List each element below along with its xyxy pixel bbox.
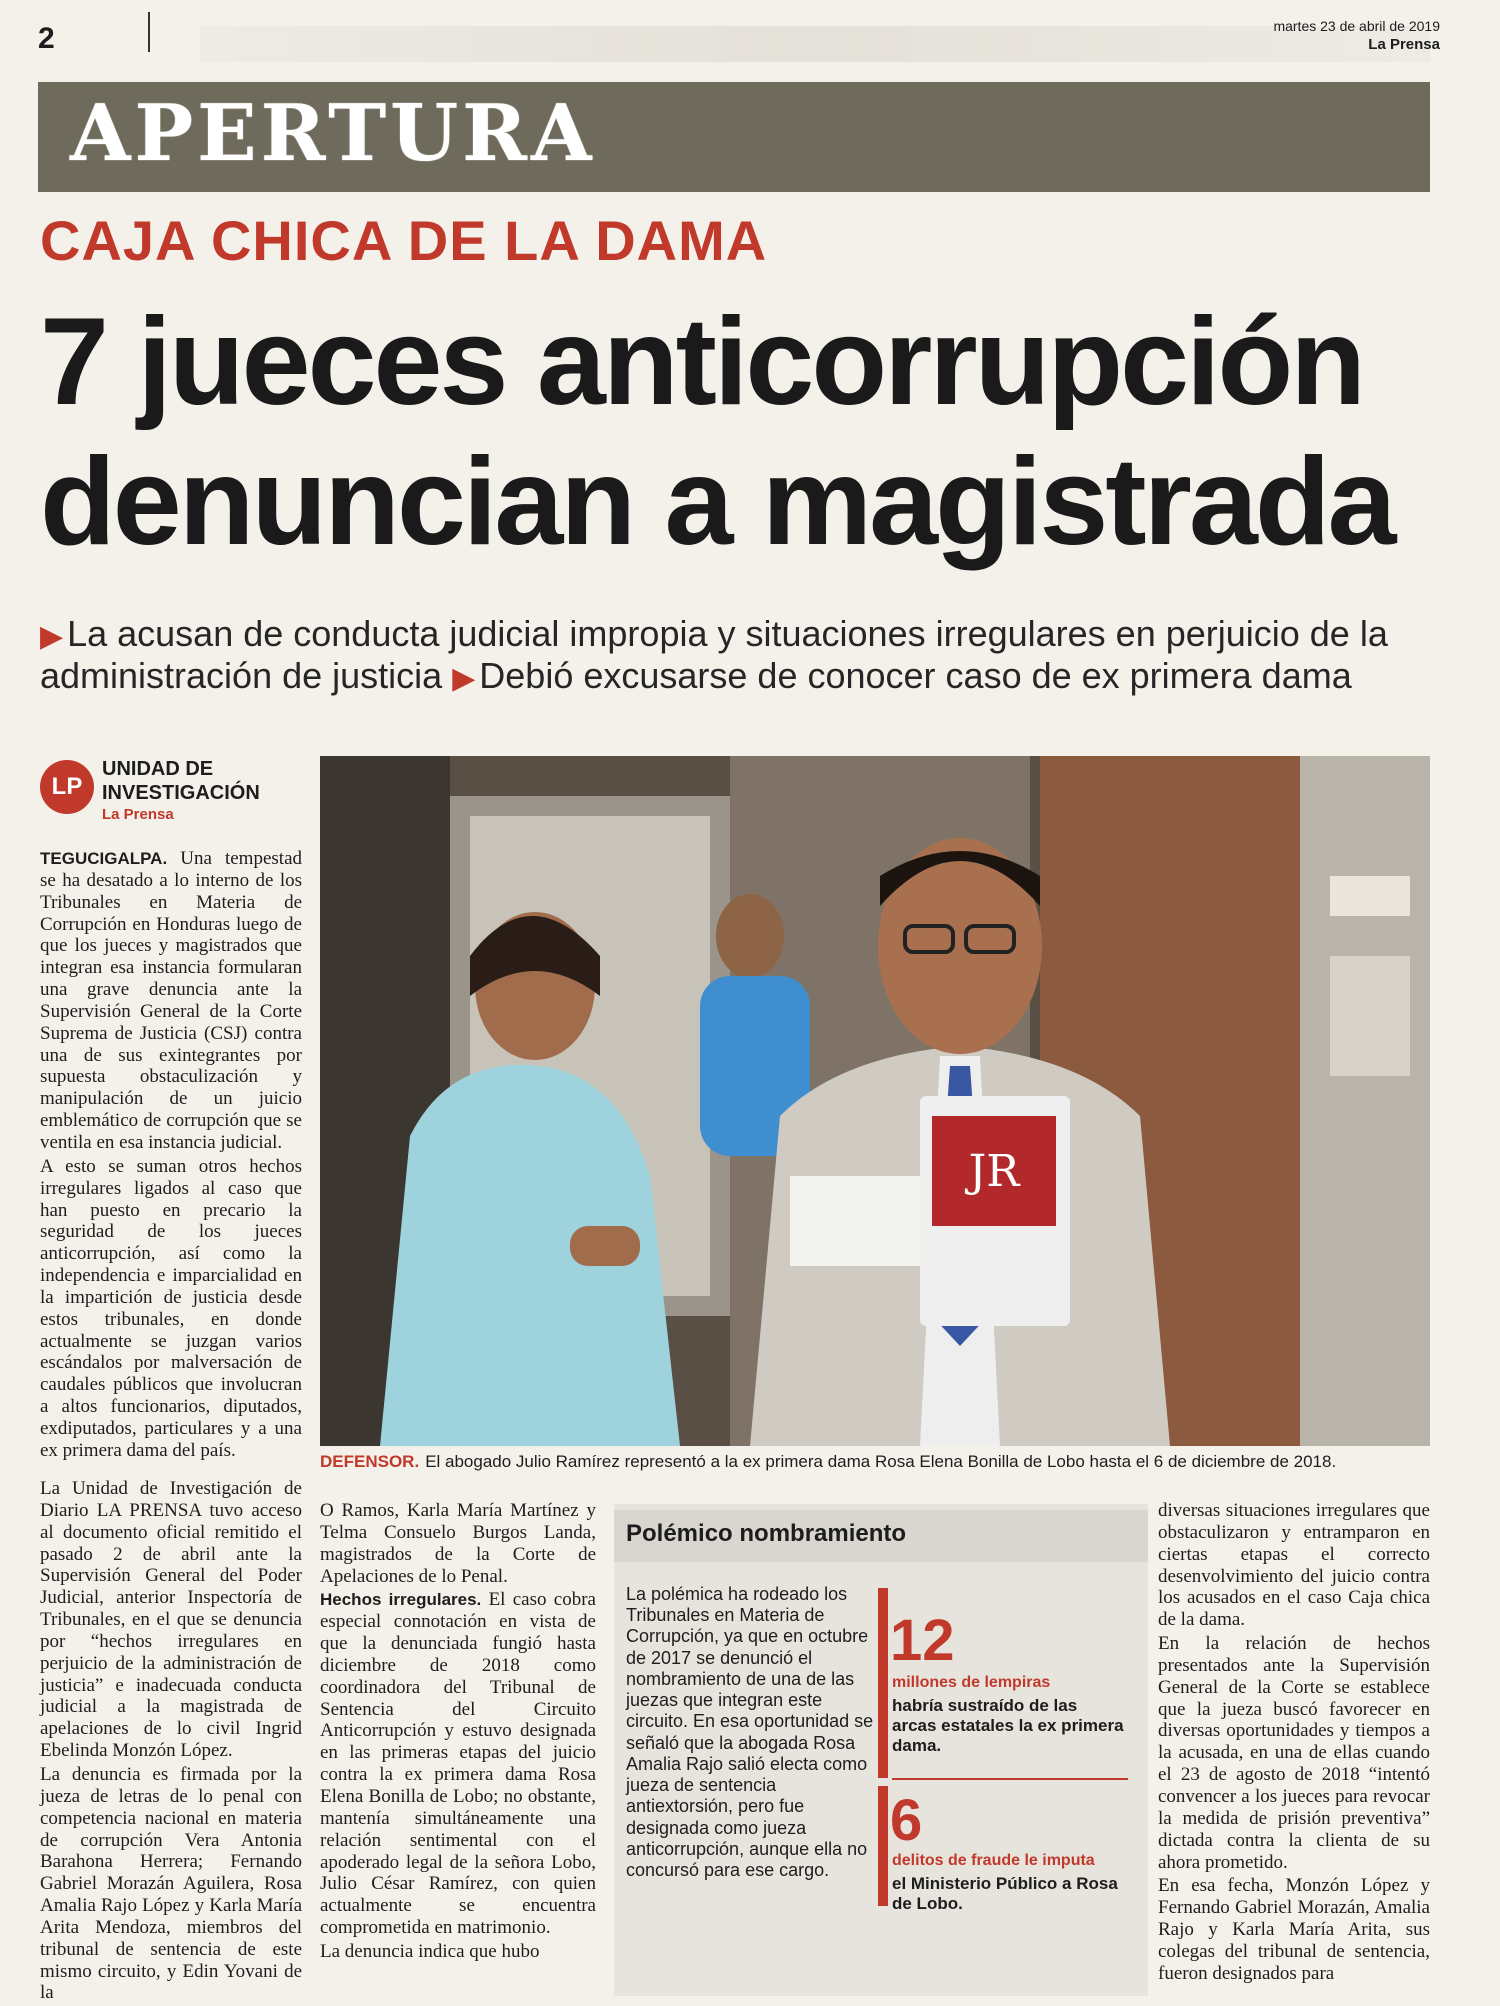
photo-caption xyxy=(320,1452,1430,1472)
triangle-bullet-icon: ▶ xyxy=(452,662,476,695)
section-title: APERTURA xyxy=(70,88,596,179)
stat-unit-2: delitos de fraude le imputa xyxy=(892,1852,1095,1869)
bleed-through-texture xyxy=(200,26,1430,62)
sidebar-title: Polémico nombramiento xyxy=(626,1520,907,1547)
unit-publisher: La Prensa xyxy=(102,806,174,823)
body-column-1-bottom xyxy=(40,1478,302,2006)
caption-label: DEFENSOR. xyxy=(320,1452,420,1471)
stat-number-2: 6 xyxy=(890,1788,923,1853)
folder-monogram: JR xyxy=(968,1146,1020,1197)
caption-text: El abogado Julio Ramírez representó a la ex primera dama Rosa Elena Bonilla de Lobo hasta el 6 de diciembre de 2018. xyxy=(425,1452,1337,1471)
unit-name-line-1: UNIDAD DE xyxy=(102,758,214,780)
deck-text-2a: administración de justicia xyxy=(40,655,443,696)
body-column-1-top xyxy=(40,848,302,1464)
stat-accent-bar xyxy=(878,1786,888,1906)
sidebar-text: La polémica ha rodeado los Tribunales en Materia de Corrupción, ya que en octubre de 2017 se denunció el nombramiento de una de las juezas que integran este circuito. En esa oportunidad se señaló que la abogada Rosa Amalia Rajo salió electa como jueza de sentencia antiextorsión, pero fue designada como jueza anticorrupción, aunque ella no concursó para ese cargo. xyxy=(626,1584,874,1881)
deck-text-2b: Debió excusarse de conocer caso de ex primera dama xyxy=(479,655,1352,696)
news-photo-illustration xyxy=(320,756,1430,1446)
body-paragraph: La denuncia es firmada por la jueza de letras de lo penal con competencia nacional en materia de corrupción Vera Antonia Barahona Herrera; Fernando Gabriel Morazán Aguilera, Rosa Amalia Rajo López y Karla María Arita Mendoza, miembros del tribunal de sentencia de este mismo circuito, y Edin Yovani de la xyxy=(40,1763,302,2004)
body-paragraph: En la relación de hechos presentados ante la Supervisión General de la Corte se establece que la jueza buscó favorecer en diversas oportunidades y tiempos a la acusada, en una de ellas cuando el 23 de agosto de 2018 “intentó convencer a los jueces para revocar la medida de prisión preventiva” dictada contra la clienta de su ahora prometido. xyxy=(1158,1633,1430,1873)
body-column-4 xyxy=(1158,1500,1430,1987)
body-paragraph: TEGUCIGALPA. Una tempestad se ha desatado a lo interno de los Tribunales en Materia de Corrupción en Honduras luego de que los jueces y magistrados que integran esa instancia formularan una grave denuncia ante la Supervisión General de la Corte Suprema de Justicia (CSJ) contra una de sus exintegrantes por supuesta obstaculización y manipulación de un juicio emblemático de corrupción que se ventila en esa instancia judicial. xyxy=(40,848,302,1153)
stat-accent-bar xyxy=(878,1588,888,1778)
body-column-2 xyxy=(320,1500,596,1965)
unit-name-line-2: INVESTIGACIÓN xyxy=(102,782,260,804)
body-paragraph: En esa fecha, Monzón López y Fernando Gabriel Morazán, Amalia Rajo y Karla María Arita, sus colegas del tribunal de sentencia, fueron designados para xyxy=(1158,1875,1430,1984)
body-paragraph: La Unidad de Investigación de Diario LA PRENSA tuvo acceso al documento oficial remitido el pasado 2 de abril ante la Supervisión General del Poder Judicial, anterior Inspectoría de Tribunales, en el que se denuncia por “hechos irregulares en perjuicio de la administración de justicia” e inadecuada conducta judicial a la magistrada de apelaciones de lo civil Ingrid Ebelinda Monzón López. xyxy=(40,1478,302,1762)
stat-divider xyxy=(892,1778,1128,1780)
body-paragraph: A esto se suman otros hechos irregulares ligados al caso que han puesto en precario la seguridad de los jueces anticorrupción, así como la independencia e imparcialidad en la impartición de justicia desde estos tribunales, en donde actualmente se juzgan varios escándalos por malversación de caudales públicos que involucran a altos funcionarios, diputados, exdiputados, particulares y a una ex primera dama del país. xyxy=(40,1155,302,1461)
subhead: Hechos irregulares. xyxy=(320,1590,482,1610)
body-paragraph: La denuncia indica que hubo xyxy=(320,1940,540,1962)
issue-date: martes 23 de abril de 2019 xyxy=(1273,18,1440,34)
headline-line-2: denuncian a magistrada xyxy=(40,433,1394,571)
deck-text-1: La acusan de conducta judicial impropia y situaciones irregulares en perjuicio de la xyxy=(67,613,1388,654)
headline-line-1: 7 jueces anticorrupción xyxy=(40,293,1363,431)
stat-number-1: 12 xyxy=(890,1608,955,1673)
stat-description-2: el Ministerio Público a Rosa de Lobo. xyxy=(892,1874,1118,1914)
deck-line-1 xyxy=(40,612,1388,655)
paper-name: La Prensa xyxy=(1368,36,1440,53)
body-paragraph: diversas situaciones irregulares que obstaculizaron y entramparon en ciertas etapas el correcto desenvolvimiento del juicio contra los acusados en el caso Caja chica de la dama. xyxy=(1158,1500,1430,1631)
lp-logo: LP xyxy=(40,760,94,814)
stat-unit-1: millones de lempiras xyxy=(892,1674,1051,1691)
dateline: TEGUCIGALPA. xyxy=(40,849,168,868)
body-paragraph: Hechos irregulares. El caso cobra especial connotación en vista de que la denunciada fungió hasta diciembre de 2018 como coordinadora del Tribunal de Sentencia del Circuito Anticorrupción y estuvo designada en las primeras etapas del juicio contra la ex primera dama Rosa Elena Bonilla de Lobo; no obstante, mantenía simultáneamente una relación sentimental con el apoderado legal de la señora Lobo, Julio César Ramírez, con quien actualmente se encuentra comprometida en matrimonio. xyxy=(320,1589,596,1939)
news-photo xyxy=(320,756,1430,1446)
stat-description-1: habría sustraído de las arcas estatales la ex primera dama. xyxy=(892,1696,1124,1756)
body-paragraph: O Ramos, Karla María Martínez y Telma Consuelo Burgos Landa, magistrados de la Corte de Apelaciones de lo Penal. xyxy=(320,1500,596,1587)
deck-line-2 xyxy=(40,654,1352,697)
kicker: CAJA CHICA DE LA DAMA xyxy=(40,209,768,272)
triangle-bullet-icon: ▶ xyxy=(40,620,64,653)
page-number: 2 xyxy=(38,22,55,55)
header-divider xyxy=(148,12,150,52)
